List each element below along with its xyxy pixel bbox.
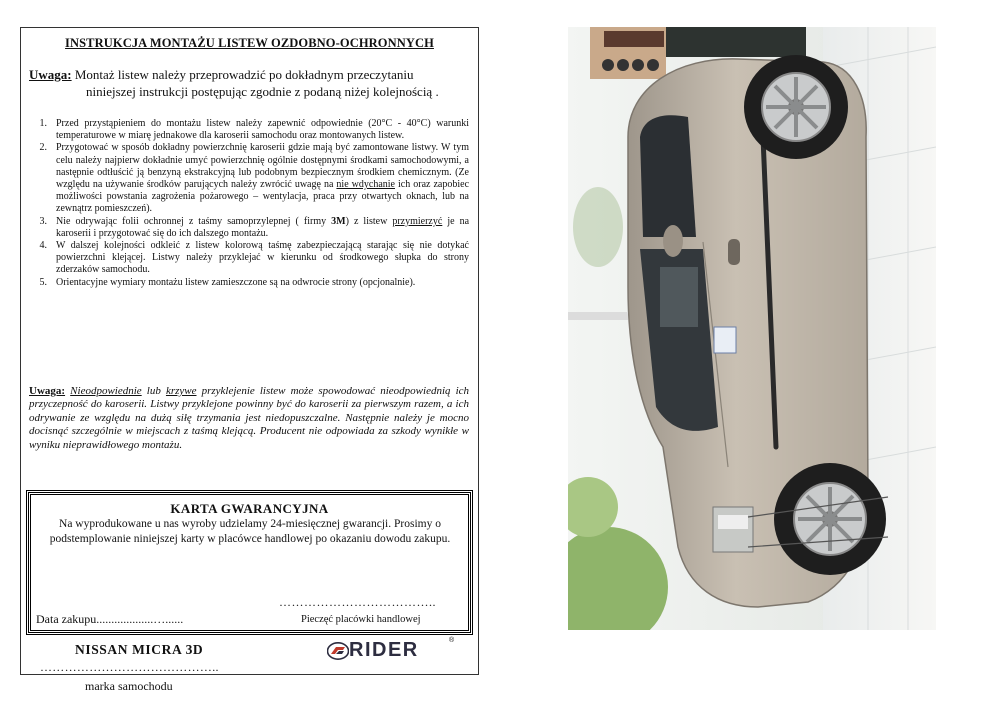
warning-text-part: przyklejenie listew może spowodować nieodpowiednią ich przyczepność do karoserii. Listwy przyklejone powinny być do karoserii za pierwszym razem, a ich odrywanie ze względu na dużą siłę trzymania jest niedopuszczalne. Następnie należy je mocno docisnąć szczególnie w miejscach z taśmą klejącą. Producent nie odpowiada za szkody wynikłe w wyniku nieprawidłowego montażu. xyxy=(29,385,470,451)
warning-note xyxy=(29,66,469,100)
warning-text-part: lub xyxy=(146,385,161,397)
step-3 xyxy=(33,216,469,240)
step-number: 4. xyxy=(39,240,47,252)
step-text-part: je na karoserii i przygotować się do ich dalszego montażu. xyxy=(56,215,470,239)
warranty-card xyxy=(28,492,471,633)
step-text: Orientacyjne wymiary montażu listew zamieszczone są na odwrocie strony (opcjonalnie). xyxy=(56,276,416,288)
step-text xyxy=(56,216,469,240)
stamp-line: ……………………………….. xyxy=(279,595,436,609)
step-underlined-text: nie wdychanie xyxy=(336,179,395,191)
rider-logo xyxy=(327,638,457,666)
rider-logo-mark-icon xyxy=(327,642,349,660)
registered-mark: ® xyxy=(449,637,455,644)
warning-line-1: Montaż listew należy przeprowadzić po dokładnym przeczytaniu xyxy=(74,67,414,82)
instruction-steps xyxy=(33,118,469,289)
step-number: 2. xyxy=(39,142,47,154)
step-2 xyxy=(33,142,469,215)
rider-logo-text: RIDER xyxy=(349,639,419,661)
instruction-sheet xyxy=(20,27,479,693)
warning-note-2 xyxy=(29,385,469,452)
instruction-title: INSTRUKCJA MONTAŻU LISTEW OZDOBNO-OCHRONNYCH xyxy=(65,36,434,50)
car-model: NISSAN MICRA 3D xyxy=(75,642,204,657)
step-number: 1. xyxy=(39,118,47,129)
step-4 xyxy=(33,240,469,277)
warning-underlined-2: krzywe xyxy=(165,385,197,397)
purchase-date-field: Data zakupu...................…...... xyxy=(36,612,184,626)
step-text-part: Nie odrywając folii ochronnej z taśmy samoprzylepnej ( firmy xyxy=(56,215,327,227)
warning-label: Uwaga: xyxy=(29,385,66,397)
step-text-part: ich oraz zapobiec możliwości powstania zagrożenia pożarowego – wentylacja, praca przy otwartych oknach, lub na zewnątrz pomieszczeń). xyxy=(56,179,470,215)
step-number: 3. xyxy=(39,215,47,227)
step-text: W dalszej kolejności odkleić z listew kolorową taśmę zabezpieczającą starając się nie dotykać powierzchni klejącej. Listwy należy przyklejać w kierunku od środkowego słupka do strony zderzaków samochodu. xyxy=(56,240,469,276)
step-5 xyxy=(33,277,469,289)
warning-line-2: niniejszej instrukcji postępując zgodnie z podaną niżej kolejnością . xyxy=(86,84,439,99)
step-underlined-text: przymierzyć xyxy=(392,215,443,227)
step-text: Przed przystąpieniem do montażu listew należy zapewnić odpowiednie (20°C - 40°C) warunki temperaturowe w miarę jednakowe dla karoserii samochodu oraz montowanych listew. xyxy=(56,118,469,142)
stamp-label: Pieczęć placówki handlowej xyxy=(301,614,421,625)
warranty-title: KARTA GWARANCYJNA xyxy=(170,501,329,516)
step-1 xyxy=(33,118,469,142)
brand-3m: 3M xyxy=(331,215,346,227)
step-text-part: Przygotować w sposób dokładny powierzchnię karoserii gdzie mają być zamontowane listwy. W tym celu należy najpierw dokładnie umyć powierzchnię ogólnie dostępnymi środkami samochodowymi, a następnie odtłuścić ją benzyną ekstrakcyjną lub podobnym bezpiecznym środkiem chemicznym. (Ze względu na używanie środków parujących należy zwrócić uwagę na xyxy=(56,142,469,191)
car-model-line: …………………………………….. xyxy=(40,660,219,674)
step-number: 5. xyxy=(39,276,47,288)
car-model-caption: marka samochodu xyxy=(85,679,173,693)
step-text-part: ) z listew xyxy=(345,215,388,227)
warning-label: Uwaga: xyxy=(29,67,72,82)
warning-underlined-1: Nieodpowiednie xyxy=(70,385,142,397)
car-photo xyxy=(568,27,936,630)
step-text xyxy=(56,142,469,215)
warranty-body: Na wyprodukowane u nas wyroby udzielamy 24-miesięcznej gwarancji. Prosimy o podstemplowanie niniejszej karty w placówce handlowej po okazaniu dowodu zakupu. xyxy=(49,518,451,545)
